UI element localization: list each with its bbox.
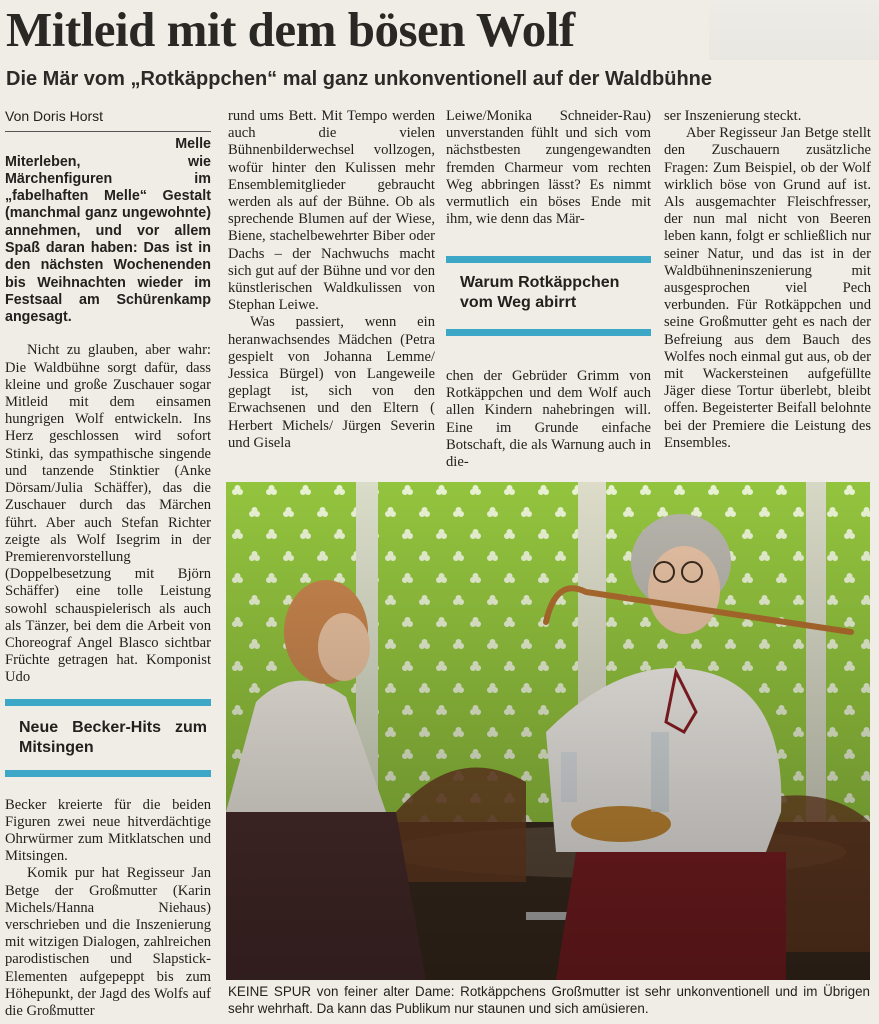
column-3-bottom — [446, 368, 651, 471]
subheading-box-becker: Neue Becker-Hits zum Mitsingen — [5, 699, 211, 777]
body-paragraph: Was passiert, wenn ein heranwachsendes Mädchen (Petra gespielt von Johanna Lemme/ Jessica Bürgel) von Langeweile geplagt ist, sich von den Erwachsenen und den Eltern ( Herbert Michels/ Jürgen Severin und Gisela — [228, 314, 435, 451]
body-paragraph: Nicht zu glauben, aber wahr: Die Waldbühne sorgt dafür, dass kleine und große Zuschauer sogar Mitleid mit dem einsamen hungrigen Wolf entwickeln. Ins Herz geschlossen wird sofort Stinki, das sympathische singende und tanzende Stinktier (Anke Dörsam/Julia Schäffer), das die Zuschauer durch das Märchen führt. Aber auch Stefan Richter zeigte als Wolf Isegrim in der Premierenvorstellung (Doppelbesetzung mit Björn Schäffer) eine tolle Leistung sowohl schauspielerisch als auch als Tänzer, bei dem die Arbeit von Choreograf Angel Blasco sichtbar Früchte getragen hat. Komponist Udo — [5, 342, 211, 686]
lead-text: Miterleben, wie Märchenfiguren im „fabelhaften Melle“ Gestalt (manchmal ganz ungewohnte) annehmen, und vor allem Spaß daran haben: Das ist in den nächsten Wochenenden bis Weihnachten wieder im Festsaal am Schürenkamp angesagt. — [5, 153, 211, 326]
caption-lead: KEINE SPUR — [228, 984, 312, 999]
stage-scene-illustration — [226, 482, 870, 980]
column-1 — [5, 108, 211, 1020]
lead-paragraph — [5, 136, 211, 326]
subheadline: Die Mär vom „Rotkäppchen“ mal ganz unkonventionell auf der Waldbühne — [6, 68, 713, 90]
headline: Mitleid mit dem bösen Wolf — [6, 2, 575, 57]
column-4 — [664, 108, 871, 452]
body-paragraph: Komik pur hat Regisseur Jan Betge der Großmutter (Karin Michels/Hanna Niehaus) verschrieben und die Inszenierung mit witzigen Dialogen, zahlreichen parodistischen und Slapstick-Elementen aufgepeppt bis zum Höhepunkt, der Jagd des Wolfs auf die Großmutter — [5, 865, 211, 1019]
dateline-city: Melle — [175, 136, 211, 153]
adjacent-page-bleed — [709, 0, 879, 60]
column-3-top — [446, 108, 651, 228]
caption-text: von feiner alter Dame: Rotkäppchens Großmutter ist sehr unkonventionell und im Übrigen sehr wehrhaft. Da kann das Publikum nur staunen und sich amüsieren. — [228, 984, 870, 1016]
stage-photo — [226, 482, 870, 980]
body-paragraph: Becker kreierte für die beiden Figuren zwei neue hitverdächtige Ohrwürmer zum Mitklatschen und Mitsingen. — [5, 796, 211, 865]
body-paragraph: rund ums Bett. Mit Tempo werden auch die vielen Bühnenbilderwechsel vollzogen, wofür hinter den Kulissen mehr Ensemblemitglieder gebraucht werden als auf der Bühne. Ob als sprechende Blumen auf der Wiese, Biene, stachelbewehrter Biber oder Dachs – der Nachwuchs macht sich gut auf der Bühne und vor den künstlerischen Waldkulissen von Stephan Leiwe. — [228, 108, 435, 314]
body-paragraph: Leiwe/Monika Schneider-Rau) unverstanden fühlt und sich vom nächstbesten zungengewandten fremden Charmeur vom rechten Weg abbringen lässt? Es nimmt vermutlich ein böses Ende mit ihm, wie denn das Mär- — [446, 108, 651, 228]
body-paragraph: ser Inszenierung steckt. — [664, 108, 802, 124]
byline: Von Doris Horst — [5, 108, 211, 132]
column-2 — [228, 108, 435, 452]
photo-caption — [228, 983, 870, 1017]
body-paragraph: Aber Regisseur Jan Betge stellt den Zuschauern zusätzliche Fragen: Zum Beispiel, ob der Wolf wirklich böse von Grund auf ist. Als ausgemachter Fleischfresser, der nun mal nicht von Beeren leben kann, folgt er schließlich nur seiner Natur, und das ist in der Waldbühneninszenierung mit ausgesprochen viel Pech verbunden. Für Rotkäppchen und seine Großmutter geht es nach der Befreiung aus dem Bauch des Wolfes noch einmal gut aus, ob der mit Wackersteinen aufgefüllte Jäger diese Tortur überlebt, bleibt offen. Begeisterter Beifall belohnte bei der Premiere die Leistung des Ensembles. — [664, 125, 871, 451]
body-paragraph: chen der Gebrüder Grimm von Rotkäppchen und dem Wolf auch allen Kindern nahebringen will. Eine im Grunde einfache Botschaft, die als Warnung auch in die- — [446, 368, 651, 471]
subheading-box-rotkaeppchen: Warum Rotkäppchen vom Weg abirrt — [446, 256, 651, 336]
